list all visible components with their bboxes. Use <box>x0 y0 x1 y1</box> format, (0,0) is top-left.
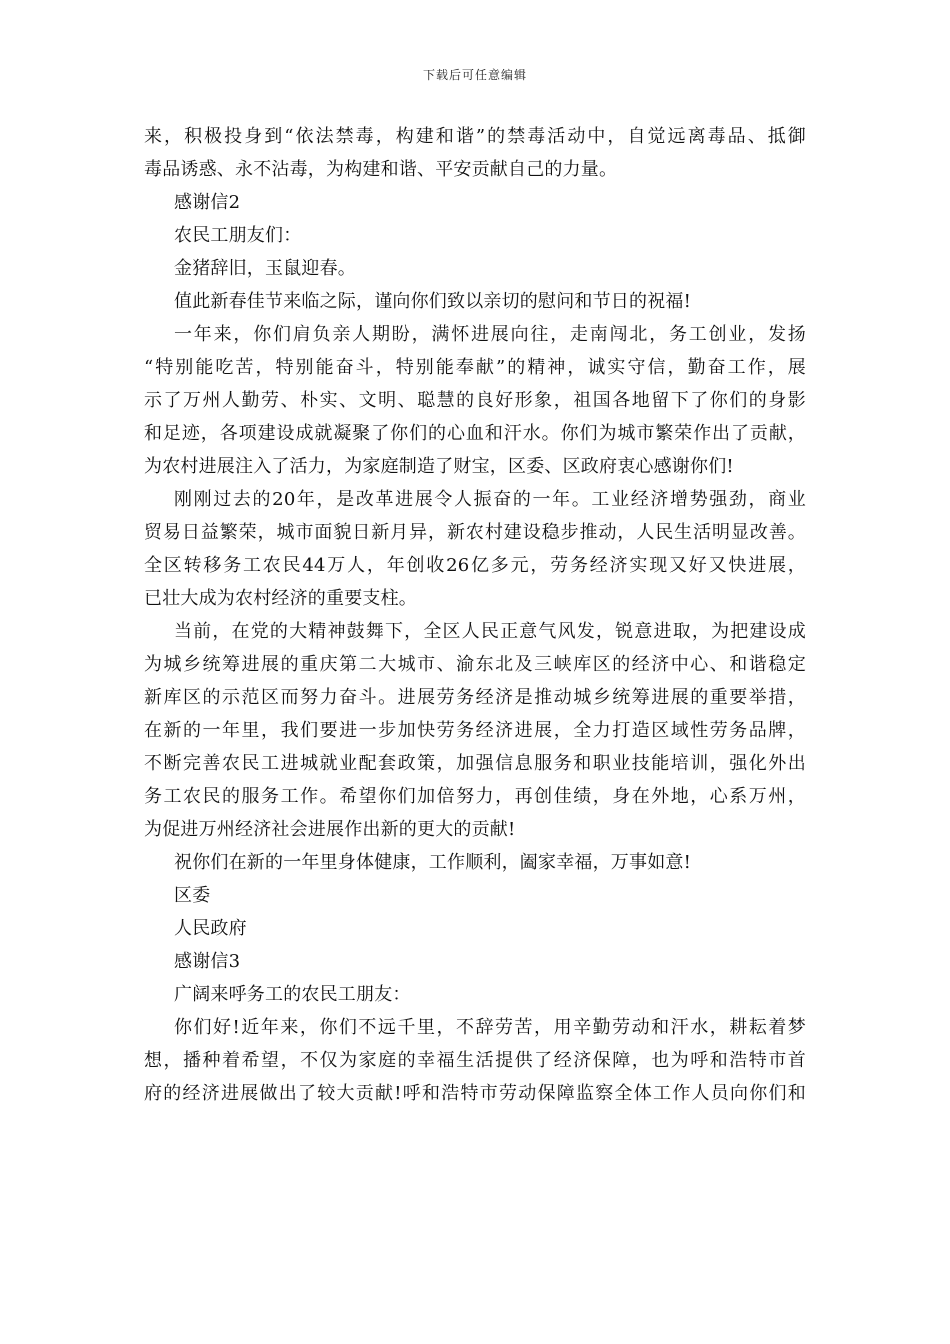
text-line: 祝你们在新的一年里身体健康，工作顺利，阖家幸福，万事如意! <box>174 852 692 873</box>
text-line: 值此新春佳节来临之际，谨向你们致以亲切的慰问和节日的祝福! <box>174 291 692 312</box>
text-line: 为促进万州经济社会进展作出新的更大的贡献! <box>144 819 516 840</box>
text-line: 不断完善农民工进城就业配套政策，加强信息服务和职业技能培训，强化外出 <box>144 753 806 774</box>
text-line: 区委 <box>174 885 211 906</box>
text-line: 毒品诱惑、永不沾毒，为构建和谐、平安贡献自己的力量。 <box>144 159 618 180</box>
text-line: 感谢信2 <box>174 192 241 213</box>
text-line: 在新的一年里，我们要进一步加快劳务经济进展，全力打造区域性劳务品牌， <box>144 720 806 741</box>
text-line: 来，积极投身到“依法禁毒，构建和谐”的禁毒活动中，自觉远离毒品、抵御 <box>144 126 806 147</box>
text-line: 示了万州人勤劳、朴实、文明、聪慧的良好形象，祖国各地留下了你们的身影 <box>144 390 806 411</box>
text-line: 感谢信3 <box>174 951 241 972</box>
text-line: 和足迹，各项建设成就凝聚了你们的心血和汗水。你们为城市繁荣作出了贡献， <box>144 423 806 444</box>
text-line: 务工农民的服务工作。希望你们加倍努力，再创佳绩，身在外地，心系万州， <box>144 786 806 807</box>
text-line: “特别能吃苦，特别能奋斗，特别能奉献”的精神，诚实守信，勤奋工作，展 <box>144 357 806 378</box>
text-line: 刚刚过去的20年，是改革进展令人振奋的一年。工业经济增势强劲，商业 <box>174 489 806 510</box>
text-line: 你们好!近年来，你们不远千里，不辞劳苦，用辛勤劳动和汗水，耕耘着梦 <box>174 1017 806 1038</box>
text-line: 想，播种着希望，不仅为家庭的幸福生活提供了经济保障，也为呼和浩特市首 <box>144 1050 806 1071</box>
text-line: 府的经济进展做出了较大贡献!呼和浩特市劳动保障监察全体工作人员向你们和 <box>144 1083 806 1104</box>
text-line: 全区转移务工农民44万人，年创收26亿多元，劳务经济实现又好又快进展， <box>144 555 806 576</box>
text-line: 金猪辞旧，玉鼠迎春。 <box>174 258 356 279</box>
text-line: 当前，在党的大精神鼓舞下，全区人民正意气风发，锐意进取，为把建设成 <box>174 621 806 642</box>
text-line: 广阔来呼务工的农民工朋友： <box>174 984 411 1005</box>
text-line: 新库区的示范区而努力奋斗。进展劳务经济是推动城乡统筹进展的重要举措， <box>144 687 806 708</box>
text-line: 为农村进展注入了活力，为家庭制造了财宝，区委、区政府衷心感谢你们! <box>144 456 734 477</box>
text-line: 农民工朋友们： <box>174 225 302 246</box>
page-header: 下载后可任意编辑 <box>422 68 527 82</box>
text-line: 人民政府 <box>174 918 247 939</box>
text-line: 为城乡统筹进展的重庆第二大城市、渝东北及三峡库区的经济中心、和谐稳定 <box>144 654 806 675</box>
document-body <box>144 120 806 1110</box>
text-line: 贸易日益繁荣，城市面貌日新月异，新农村建设稳步推动，人民生活明显改善。 <box>144 522 806 543</box>
text-line: 已壮大成为农村经济的重要支柱。 <box>144 588 417 609</box>
text-line: 一年来，你们肩负亲人期盼，满怀进展向往，走南闯北，务工创业，发扬 <box>174 324 806 345</box>
